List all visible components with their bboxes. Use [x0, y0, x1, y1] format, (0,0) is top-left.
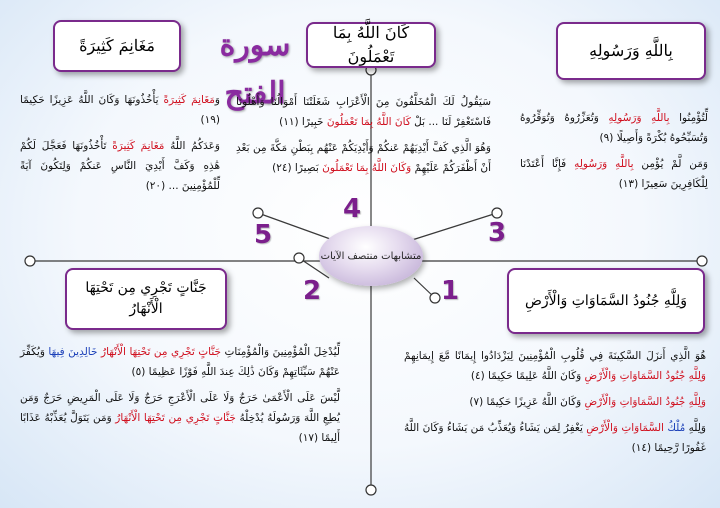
highlighted-phrase: خَالِدِينَ فِيهَا	[48, 346, 98, 358]
highlighted-phrase: كَانَ اللَّهُ بِمَا تَعْمَلُونَ	[326, 116, 411, 128]
ayat-bottom-right	[404, 346, 706, 458]
verse-text: لِّتُؤْمِنُوا	[669, 112, 708, 124]
number-3: 3	[488, 218, 507, 248]
highlighted-phrase: جَنَّاتٍ تَجْرِي مِن تَحْتِهَا الْأَنْهَارُ	[101, 346, 221, 358]
box-bottom-left: جَنَّاتٍ تَجْرِي مِن تَحْتِهَا الْأَنْهَارُ	[65, 268, 227, 330]
verse-gap	[520, 148, 708, 154]
verse-text: بَصِيرًا (٢٤)	[272, 162, 323, 174]
verse-text: وَكَانَ اللَّهُ عَزِيزًا حَكِيمًا (٧)	[469, 396, 585, 408]
verse-gap	[20, 382, 340, 388]
verse-gap	[404, 412, 706, 418]
verse-text: وَ	[214, 94, 220, 106]
verse-text: لِّيُدْخِلَ الْمُؤْمِنِينَ وَالْمُؤْمِنَاتِ	[221, 346, 340, 358]
ayat-bottom-left	[20, 342, 340, 448]
verse-text: لَّيْسَ عَلَى الْأَعْمَىٰ حَرَجٌ وَلَا عَلَى الْأَعْرَجِ حَرَجٌ وَلَا عَلَى الْمَرِيضِ حَرَجٌ وَمَن يُطِعِ اللَّهَ وَرَسُولَهُ يُدْخِلْهُ	[20, 392, 340, 424]
verse-text: سَيَقُولُ لَكَ الْمُخَلَّفُونَ مِنَ الْأَعْرَابِ شَغَلَتْنَا أَمْوَالُنَا وَأَهْلُونَا فَاسْتَغْفِرْ لَنَا ... بَلْ	[236, 96, 491, 128]
center-hub-label: متشابهات منتصف الآيات	[320, 250, 422, 262]
verse-text: يَغْفِرُ لِمَن يَشَاءُ وَيُعَذِّبُ مَن يَشَاءُ وَكَانَ اللَّهُ غَفُورًا رَّحِيمًا (١٤)	[404, 422, 706, 454]
verse-text: وَلِلَّهِ	[685, 422, 707, 434]
number-1: 1	[441, 276, 460, 306]
surah-title-word2: الفتح	[224, 76, 286, 111]
node-1	[430, 293, 440, 303]
highlighted-phrase: وَكَانَ اللَّهُ بِمَا تَعْمَلُونَ	[322, 162, 412, 174]
surah-title	[205, 22, 305, 111]
node-3	[492, 208, 502, 218]
highlighted-phrase: السَّمَاوَاتِ وَالْأَرْضِ	[586, 422, 664, 434]
highlighted-phrase: بِاللَّهِ وَرَسُولِهِ	[574, 158, 634, 170]
highlighted-phrase: وَلِلَّهِ جُنُودُ السَّمَاوَاتِ وَالْأَرْضِ	[584, 370, 706, 382]
verse-text: وَعَدَكُمُ اللَّهُ	[164, 140, 220, 152]
box-top-left: مَغَانِمَ كَثِيرَةً	[53, 20, 181, 72]
verse-text: وَمَن لَّمْ يُؤْمِن	[633, 158, 709, 170]
ayat-top-right	[520, 108, 708, 194]
ayat-top-center	[236, 92, 491, 178]
verse-text: وَمَن يَتَوَلَّ يُعَذِّبْهُ عَذَابًا أَلِيمًا (١٧)	[20, 412, 340, 444]
node-left	[25, 256, 35, 266]
verse-text: يَأْخُذُونَهَا وَكَانَ اللَّهُ عَزِيزًا حَكِيمًا (١٩)	[20, 94, 220, 126]
ayat-top-left	[20, 90, 220, 196]
node-2	[294, 253, 304, 263]
node-bottom	[366, 485, 376, 495]
number-2: 2	[303, 276, 322, 306]
highlighted-phrase: مَغَانِمَ كَثِيرَةً	[163, 94, 215, 106]
verse-text: وَكَانَ اللَّهُ عَلِيمًا حَكِيمًا (٤)	[470, 370, 585, 382]
node-right	[697, 256, 707, 266]
verse-text: خَبِيرًا (١١)	[279, 116, 327, 128]
verse-gap	[236, 132, 491, 138]
box-top-center: كَانَ اللَّهُ بِمَا تَعْمَلُونَ	[306, 22, 436, 68]
highlighted-phrase: وَلِلَّهِ جُنُودُ السَّمَاوَاتِ وَالْأَرْضِ	[584, 396, 706, 408]
center-hub	[319, 226, 423, 286]
verse-text: فَإِنَّا أَعْتَدْنَا لِلْكَافِرِينَ سَعِيرًا (١٣)	[520, 158, 708, 190]
surah-title-word1: سورة	[219, 28, 291, 63]
box-top-right: بِاللَّهِ وَرَسُولِهِ	[556, 22, 706, 80]
number-5: 5	[254, 220, 273, 250]
highlighted-phrase: جَنَّاتٍ تَجْرِي مِن تَحْتِهَا الْأَنْهَارُ	[115, 412, 236, 424]
verse-text: وَتُعَزِّرُوهُ وَتُوَقِّرُوهُ وَتُسَبِّحُوهُ بُكْرَةً وَأَصِيلًا (٩)	[520, 112, 708, 144]
highlighted-phrase: مُلْكُ	[667, 422, 686, 434]
number-4: 4	[343, 194, 362, 224]
spoke-3	[412, 213, 497, 240]
verse-text: وَيُكَفِّرَ عَنْهُمْ سَيِّئَاتِهِمْ وَكَانَ ذَٰلِكَ عِندَ اللَّهِ فَوْزًا عَظِيمًا (٥)	[20, 346, 340, 378]
highlighted-phrase: بِاللَّهِ وَرَسُولِهِ	[608, 112, 670, 124]
box-bottom-right: وَلِلَّهِ جُنُودُ السَّمَاوَاتِ وَالْأَرْضِ	[507, 268, 705, 334]
verse-gap	[20, 130, 220, 136]
verse-gap	[404, 386, 706, 392]
verse-text: تَأْخُذُونَهَا فَعَجَّلَ لَكُمْ هَٰذِهِ وَكَفَّ أَيْدِيَ النَّاسِ عَنكُمْ وَلِتَكُونَ آيَةً لِّلْمُؤْمِنِينَ ... (٢٠)	[20, 140, 220, 192]
verse-text: هُوَ الَّذِي أَنزَلَ السَّكِينَةَ فِي قُلُوبِ الْمُؤْمِنِينَ لِيَزْدَادُوا إِيمَانًا مَّعَ إِيمَانِهِمْ	[404, 350, 706, 362]
highlighted-phrase: مَغَانِمَ كَثِيرَةً	[112, 140, 165, 152]
verse-text: وَهُوَ الَّذِي كَفَّ أَيْدِيَهُمْ عَنكُمْ وَأَيْدِيَكُمْ عَنْهُم بِبَطْنِ مَكَّةَ مِن بَعْدِ أَنْ أَظْفَرَكُمْ عَلَيْهِمْ	[236, 142, 491, 174]
node-5	[253, 208, 263, 218]
